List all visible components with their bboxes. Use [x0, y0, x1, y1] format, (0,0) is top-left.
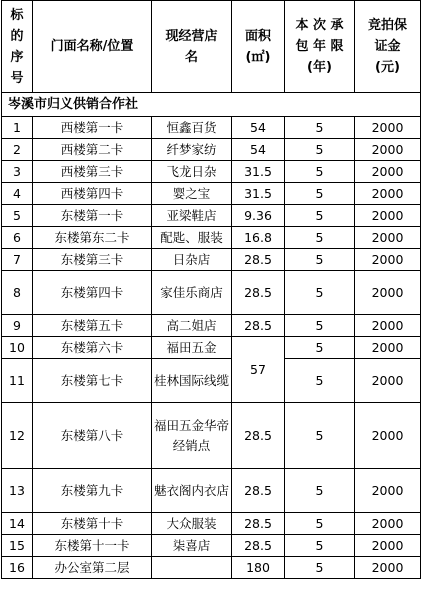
row-deposit: 2000 [355, 535, 421, 557]
table-row [2, 205, 421, 227]
header-store: 现经营店 名 [152, 1, 232, 93]
row-store: 纤梦家纺 [152, 139, 232, 161]
row-store: 大众服装 [152, 513, 232, 535]
row-deposit: 2000 [355, 183, 421, 205]
row-store: 亚梁鞋店 [152, 205, 232, 227]
row-deposit: 2000 [355, 271, 421, 315]
table-row [2, 403, 421, 469]
row-store: 日杂店 [152, 249, 232, 271]
row-no: 16 [2, 557, 33, 579]
row-deposit: 2000 [355, 117, 421, 139]
header-area: 面积 (㎡) [232, 1, 285, 93]
row-no: 5 [2, 205, 33, 227]
row-years: 5 [285, 117, 355, 139]
row-name: 东楼第八卡 [33, 403, 152, 469]
row-area: 28.5 [232, 249, 285, 271]
row-years: 5 [285, 249, 355, 271]
row-name: 办公室第二层 [33, 557, 152, 579]
row-years: 5 [285, 183, 355, 205]
row-store: 福田五金 [152, 337, 232, 359]
row-name: 东楼第九卡 [33, 469, 152, 513]
table-row [2, 557, 421, 579]
table-row [2, 315, 421, 337]
row-no: 10 [2, 337, 33, 359]
row-area: 54 [232, 117, 285, 139]
row-no: 11 [2, 359, 33, 403]
row-deposit: 2000 [355, 469, 421, 513]
header-row [2, 1, 421, 93]
table-row [2, 271, 421, 315]
row-no: 6 [2, 227, 33, 249]
row-name: 东楼第四卡 [33, 271, 152, 315]
row-area: 28.5 [232, 271, 285, 315]
table-row [2, 117, 421, 139]
row-area: 28.5 [232, 513, 285, 535]
row-name: 东楼第五卡 [33, 315, 152, 337]
row-store: 恒鑫百货 [152, 117, 232, 139]
row-deposit: 2000 [355, 557, 421, 579]
row-no: 12 [2, 403, 33, 469]
row-years: 5 [285, 359, 355, 403]
row-area: 16.8 [232, 227, 285, 249]
row-no: 9 [2, 315, 33, 337]
row-store: 家佳乐商店 [152, 271, 232, 315]
row-no: 14 [2, 513, 33, 535]
row-area: 31.5 [232, 183, 285, 205]
row-no: 4 [2, 183, 33, 205]
section-row [2, 93, 421, 117]
row-area: 28.5 [232, 469, 285, 513]
row-years: 5 [285, 161, 355, 183]
row-store: 桂林国际线缆 [152, 359, 232, 403]
table-row [2, 337, 421, 359]
row-area: 180 [232, 557, 285, 579]
row-area: 9.36 [232, 205, 285, 227]
row-no: 2 [2, 139, 33, 161]
row-area-merged: 57 [232, 337, 285, 403]
row-name: 东楼第六卡 [33, 337, 152, 359]
row-years: 5 [285, 557, 355, 579]
table-row [2, 249, 421, 271]
row-area: 31.5 [232, 161, 285, 183]
table-row [2, 227, 421, 249]
row-name: 西楼第四卡 [33, 183, 152, 205]
row-area: 54 [232, 139, 285, 161]
row-no: 13 [2, 469, 33, 513]
header-deposit: 竞拍保 证金 (元) [355, 1, 421, 93]
section-title: 岑溪市归义供销合作社 [2, 93, 421, 117]
row-no: 1 [2, 117, 33, 139]
row-no: 15 [2, 535, 33, 557]
row-years: 5 [285, 337, 355, 359]
row-name: 东楼第东二卡 [33, 227, 152, 249]
row-deposit: 2000 [355, 359, 421, 403]
row-name: 东楼第七卡 [33, 359, 152, 403]
row-name: 东楼第十一卡 [33, 535, 152, 557]
row-area: 28.5 [232, 535, 285, 557]
header-years: 本 次 承 包 年 限 (年) [285, 1, 355, 93]
row-area: 28.5 [232, 315, 285, 337]
table-row [2, 161, 421, 183]
row-years: 5 [285, 139, 355, 161]
row-years: 5 [285, 315, 355, 337]
row-years: 5 [285, 227, 355, 249]
row-years: 5 [285, 205, 355, 227]
table-row [2, 469, 421, 513]
row-deposit: 2000 [355, 139, 421, 161]
row-name: 西楼第二卡 [33, 139, 152, 161]
row-store [152, 557, 232, 579]
tender-table [1, 0, 421, 579]
row-name: 西楼第三卡 [33, 161, 152, 183]
row-deposit: 2000 [355, 227, 421, 249]
row-name: 东楼第一卡 [33, 205, 152, 227]
row-deposit: 2000 [355, 205, 421, 227]
row-deposit: 2000 [355, 315, 421, 337]
row-store: 婴之宝 [152, 183, 232, 205]
row-deposit: 2000 [355, 249, 421, 271]
row-store: 魅衣阁内衣店 [152, 469, 232, 513]
row-years: 5 [285, 403, 355, 469]
header-name: 门面名称/位置 [33, 1, 152, 93]
row-deposit: 2000 [355, 161, 421, 183]
row-name: 东楼第三卡 [33, 249, 152, 271]
row-deposit: 2000 [355, 337, 421, 359]
table-row [2, 513, 421, 535]
row-store: 飞龙日杂 [152, 161, 232, 183]
row-name: 西楼第一卡 [33, 117, 152, 139]
row-name: 东楼第十卡 [33, 513, 152, 535]
row-no: 3 [2, 161, 33, 183]
row-area: 28.5 [232, 403, 285, 469]
row-store: 福田五金华帝经销点 [152, 403, 232, 469]
row-deposit: 2000 [355, 403, 421, 469]
table-row [2, 359, 421, 403]
header-no: 标 的 序 号 [2, 1, 33, 93]
row-years: 5 [285, 513, 355, 535]
row-store: 配匙、服装 [152, 227, 232, 249]
row-deposit: 2000 [355, 513, 421, 535]
row-years: 5 [285, 271, 355, 315]
row-store: 高二姐店 [152, 315, 232, 337]
row-no: 8 [2, 271, 33, 315]
table-row [2, 139, 421, 161]
row-no: 7 [2, 249, 33, 271]
row-years: 5 [285, 535, 355, 557]
table-row [2, 183, 421, 205]
row-store: 柒喜店 [152, 535, 232, 557]
row-years: 5 [285, 469, 355, 513]
table-row [2, 535, 421, 557]
